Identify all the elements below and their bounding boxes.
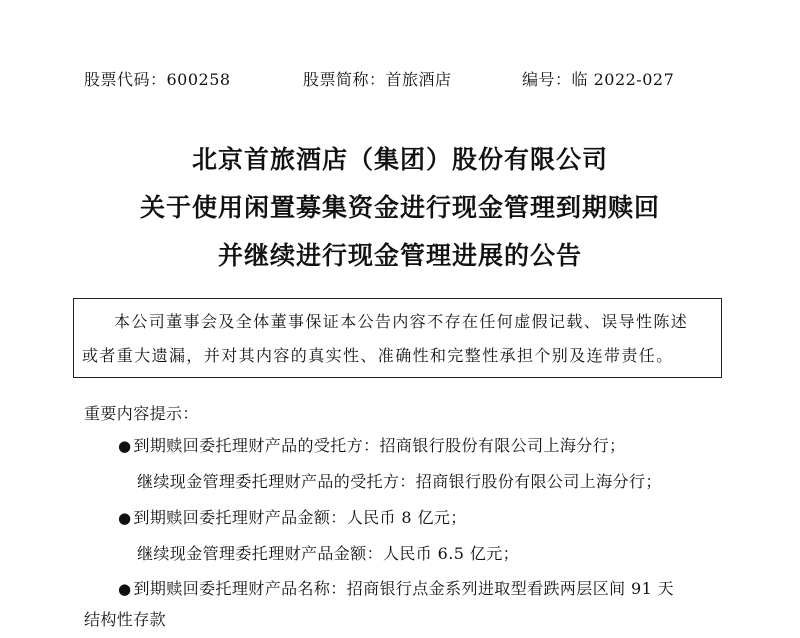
notice-box	[73, 298, 722, 378]
summary-item-text: 到期赎回委托理财产品名称：招商银行点金系列进取型看跌两层区间 91 天	[133, 579, 675, 598]
summary-item-text: 到期赎回委托理财产品金额：人民币 8 亿元；	[133, 508, 467, 527]
summary-item-text: 到期赎回委托理财产品的受托方：招商银行股份有限公司上海分行；	[133, 436, 626, 455]
summary-item-1-line-1	[118, 433, 626, 456]
title-line-1: 北京首旅酒店（集团）股份有限公司	[191, 145, 608, 174]
summary-item-3-line-2: 结构性存款	[84, 610, 167, 629]
summary-item-2-line-1	[118, 505, 467, 528]
notice-line-1: 本公司董事会及全体董事保证本公告内容不存在任何虚假记载、误导性陈述	[114, 312, 689, 331]
serial-number: 编号：临 2022-027	[522, 70, 675, 89]
title-line-2: 关于使用闲置募集资金进行现金管理到期赎回	[139, 193, 660, 222]
summary-item-1-line-2: 继续现金管理委托理财产品的受托方：招商银行股份有限公司上海分行；	[137, 472, 662, 491]
summary-item-3-line-1	[118, 576, 674, 599]
bullet-icon: ●	[118, 509, 132, 527]
notice-line-2: 或者重大遗漏，并对其内容的真实性、准确性和完整性承担个别及连带责任。	[82, 346, 674, 365]
summary-heading: 重要内容提示：	[84, 404, 199, 423]
summary-item-2-line-2: 继续现金管理委托理财产品金额：人民币 6.5 亿元；	[137, 544, 520, 563]
bullet-icon: ●	[118, 437, 132, 455]
stock-short-name: 股票简称：首旅酒店	[303, 70, 452, 89]
bullet-icon: ●	[118, 580, 132, 598]
title-line-3: 并继续进行现金管理进展的公告	[217, 241, 582, 270]
stock-code: 股票代码：600258	[84, 70, 231, 89]
